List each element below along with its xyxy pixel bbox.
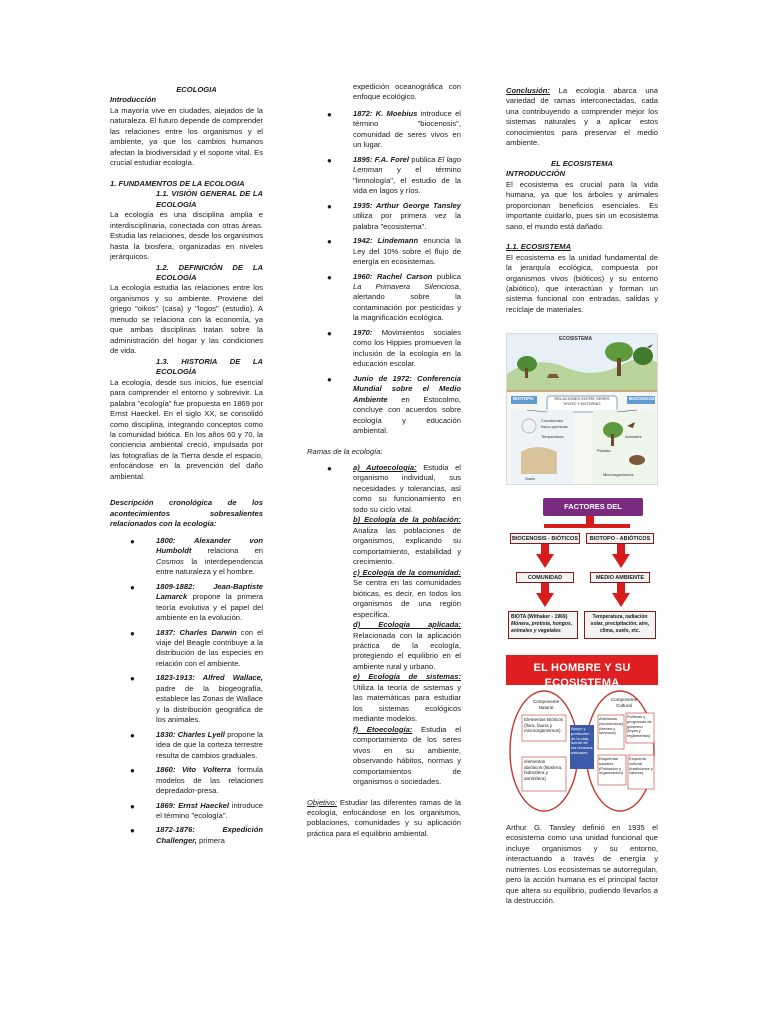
- box-temperatura: Temperatura, radiación solar, precipitación, aire, clima, suelo, etc.: [584, 611, 656, 639]
- tansley-block: [506, 823, 658, 907]
- conclusion-text: Conclusión: La ecología abarca una variedad de ramas interconectadas, cada una contribuyendo a comprender mejor los sistemas naturales y a aplicar estos conocimientos para preservar el medio ambiente.: [506, 86, 658, 148]
- list-item: ● 1970: Movimientos sociales como los Hippies promueven la inclusión de la ecología en la educación escolar.: [307, 328, 461, 370]
- list-item: ● 1872-1876: Expedición Challenger, primera: [110, 825, 263, 846]
- box-medio-ambiente: MEDIO AMBIENTE: [590, 572, 650, 583]
- fig1-label-right-0: Animales: [625, 434, 642, 439]
- box-biocenosis: BIOCENOSIS - BIÓTICOS: [510, 533, 580, 544]
- column-right: [506, 86, 658, 315]
- list-item: d) Ecología aplicada: Relacionada con la aplicación práctica de la ecología, protegiendo el equilibrio en el ambiente rural y urbano.: [353, 620, 461, 671]
- s11-heading: 1.1. VISIÓN GENERAL DE LA ECOLOGÍA: [156, 189, 263, 209]
- fig1-label-left-1: físico-químicas: [541, 424, 568, 429]
- ecosistema-title: EL ECOSISTEMA: [551, 158, 613, 168]
- eco-intro-heading: INTRODUCCIÓN: [506, 169, 566, 179]
- ecosystem-drawing: [507, 334, 658, 485]
- fig3-left-b2: elementos abióticos (litosfera, hidrosfera y atmósfera): [524, 759, 563, 781]
- s12-heading: 1.2. DEFINICIÓN DE LA ECOLOGÍA: [156, 262, 263, 282]
- s11-text: La ecología es una disciplina amplia e interdisciplinaria, conectada con otras áreas. Estudia las relaciones, desde los organismos hasta la biosfera, organizadas en niveles jerárquicos.: [110, 210, 263, 262]
- ecosystem-illustration: [506, 333, 658, 485]
- document-title: ECOLOGIA: [176, 85, 217, 94]
- fig1-label-left-3: Suelo: [525, 476, 536, 481]
- hombre-ecosistema-diagram: [506, 655, 658, 815]
- fig1-top-label: ECOSISTEMA: [559, 336, 593, 342]
- section1-heading: 1. FUNDAMENTOS DE LA ECOLOGIA: [110, 178, 245, 188]
- tansley-text: Arthur G. Tansley definió en 1935 el ecosistema como una unidad funcional que incluye organismos y su entorno, interactuando a través de energía y nutrientes. Los ecosistemas se autorregulan, pero la acción humana es el principal factor que altera su equilibrio, pudiendo llevarlos a la destrucción.: [506, 823, 658, 906]
- list-item: b) Ecología de la población: Analiza las poblaciones de organismos, explicando su comportamiento, estabilidad y crecimiento.: [353, 515, 461, 567]
- box-biotopo: BIOTOPO - ABIÓTICOS: [586, 533, 654, 544]
- list-item: ● 1860: Vito Volterra formula modelos de las relaciones depredador-presa.: [110, 765, 263, 796]
- fig3-title: EL HOMBRE Y SU ECOSISTEMA: [506, 655, 658, 685]
- fig3-right-b1: Artefactos (económicos) (bienes y servicios): [599, 716, 624, 736]
- fig2-title: FACTORES DEL: [543, 498, 643, 516]
- eco-intro-text: El ecosistema es crucial para la vida humana, ya que los árboles y animales proporcionan beneficios esenciales. Es importante cuidarlo, pues sin un ecosistema sano, el mundo está dañado.: [506, 179, 658, 231]
- eco-s11-text: El ecosistema es la unidad fundamental de la jerarquía ecológica, compuesta por organismos vivos (bióticos) y su entorno (abiótico), que interactúan y forman un sistema funcional con entradas, salidas y reciclaje de materiales.: [506, 252, 658, 314]
- list-item: ● 1823-1913: Alfred Wallace, padre de la biogeografía, establece las Zonas de Wallace y la distribución geográfica de los animales.: [110, 673, 263, 725]
- fig1-label-left-0: Condiciones: [541, 418, 564, 423]
- chron-heading: Descripción cronológica de los acontecimientos sobresalientes relacionados con la ecología:: [110, 498, 263, 529]
- list-item: ● 1837: Charles Darwin con el viaje del Beagle contribuye a la distribución de las especies en relación con el ambiente.: [110, 628, 263, 670]
- fig1-mid-label: RELACIONES ENTRE SERES VIVOS Y ENTORNO: [554, 396, 610, 406]
- ramas-list: [307, 463, 461, 515]
- fig1-label-right-1: Plantas: [597, 448, 611, 453]
- fig1-left-label: BIOTOPO: [513, 396, 534, 401]
- fig3-right-b2: Políticas y programas de gobierno (leyes y reglamentos): [627, 714, 652, 739]
- s13-text: La ecología, desde sus inicios, fue esencial para comprender el entorno y sobrevivir. La palabra "ecología" fue propuesta en 1869 por Ernst Haeckel. En el siglo XX, se consolidó como disciplina, integrando conceptos como la comunidad biótica. En los años 60 y 70, la conciencia ambiental creció, impulsada por las fotografías de la Tierra desde el espacio, enfocándose en la prevención del daño ambiental.: [110, 377, 263, 481]
- list-item: e) Ecología de sistemas: Utiliza la teoría de sistemas y las matemáticas para estudiar los sistemas ecológicos mediante modelos.: [353, 672, 461, 724]
- chron-list-2: [307, 109, 461, 437]
- factores-diagram: [506, 495, 658, 643]
- fig3-left-b1: Elementos Bióticos (flora, fauna y microorganismos): [524, 717, 564, 733]
- fig3-right-b4: Esquema cultural (tradiciones y valores): [629, 756, 653, 776]
- fig3-center: Apoyo y protección de la vida, fuente de los recursos naturales: [571, 726, 593, 755]
- list-item: ● 1809-1882: Jean-Baptiste Lamarck propone la primera teoría evolutiva y el papel del ambiente en la evolución.: [110, 582, 263, 624]
- eco-s11-heading: 1.1. ECOSISTEMA: [506, 242, 571, 252]
- list-item: ● 1830: Charles Lyell propone la idea de que la corteza terrestre resulta de cambios graduales.: [110, 730, 263, 761]
- s13-heading: 1.3. HISTORIA DE LA ECOLOGÍA: [156, 356, 263, 377]
- column-left: [110, 85, 263, 850]
- list-item: ● 1935: Arthur George Tansley utiliza por primera vez la palabra "ecosistema".: [307, 201, 461, 232]
- list-item: ● 1872: K. Moebius introduce el término "biocenosis", comunidad de seres vivos en un lugar.: [307, 109, 461, 151]
- list-item: ● 1869: Ernst Haeckel introduce el término "ecología".: [110, 801, 263, 822]
- list-item: ● 1800: Alexander von Humboldt relaciona en Cosmos la interdependencia entre naturaleza y el hombre.: [110, 536, 263, 578]
- box-biota: [508, 611, 578, 639]
- list-item: ● 1942: Lindemann enuncia la Ley del 10% sobre el flujo de energía en ecosistemas.: [307, 236, 461, 267]
- ramas-continued: [307, 515, 461, 787]
- ramas-heading: Ramas de la ecología:: [307, 446, 383, 456]
- list-item: ● Junio de 1972: Conferencia Mundial sobre el Medio Ambiente en Estocolmo, concluye con acuerdos sobre ecología y educación ambiental.: [307, 374, 461, 437]
- column-middle: [307, 82, 461, 839]
- list-item: ● 1895: F.A. Forel publica El lago Lemman y el término "limnología", el estudio de la vida en lagos y ríos.: [307, 155, 461, 197]
- list-item: ● 1960: Rachel Carson publica La Primavera Silenciosa, alertando sobre la contaminación por pesticidas y la magnificación ecológica.: [307, 272, 461, 324]
- chron-continuation: expedición oceanográfica con enfoque ecológico.: [353, 82, 461, 102]
- intro-heading: Introducción: [110, 95, 156, 105]
- fig1-right-label: BIOCENOSIS: [629, 396, 658, 401]
- s12-text: La ecología estudia las relaciones entre los organismos y su ambiente. Proviene del griego "oikos" (casa) y "logos" (estudio). A menudo se relaciona con la economía, ya que ambas disciplinas tratan sobre la administración del hogar y las condiciones de vida.: [110, 283, 263, 356]
- list-item: c) Ecología de la comunidad: Se centra en las comunidades bióticas, es decir, en todos los organismos de una región específica.: [353, 567, 461, 619]
- list-item: f) Etoecología: Estudia el comportamiento de los seres vivos en su ambiente, observando hábitos, normas y comportamientos de organismos o sociedades.: [353, 724, 462, 787]
- box-comunidad: COMUNIDAD: [516, 572, 574, 583]
- fig3-left-head: Componente Natural: [532, 699, 560, 710]
- biota-body: Mónera, protista, hongos, animales y vegetales: [511, 621, 573, 634]
- chron-list-1: [110, 536, 263, 847]
- fig1-label-right-2: Microorganismos: [603, 472, 634, 477]
- objetivo-text: Objetivo: Estudiar las diferentes ramas de la ecología, enfocándose en los organismos, poblaciones, comunidades y su aplicación práctica para el equilibrio ambiental.: [307, 797, 461, 838]
- fig1-label-left-2: Temperatura: [541, 434, 564, 439]
- fig3-right-b3: Esquemas sociales (Población y organización): [599, 756, 624, 776]
- fig3-right-head: Componente Cultural: [610, 697, 638, 708]
- intro-text: La mayoría vive en ciudades, alejados de la naturaleza. El futuro depende de comprender las relaciones entre los organismos y el ambiente, ya que los cambios humanos afectan la biodiversidad y el soporte vital. Es crucial estudiar ecología.: [110, 105, 263, 168]
- list-item: ● a) Autoecología: Estudia el organismo individual, sus necesidades y tolerancias, así como su funcionamiento en todo su ciclo vital.: [307, 463, 461, 515]
- biota-head: BIOTA (Withaker - 1969): [511, 614, 568, 620]
